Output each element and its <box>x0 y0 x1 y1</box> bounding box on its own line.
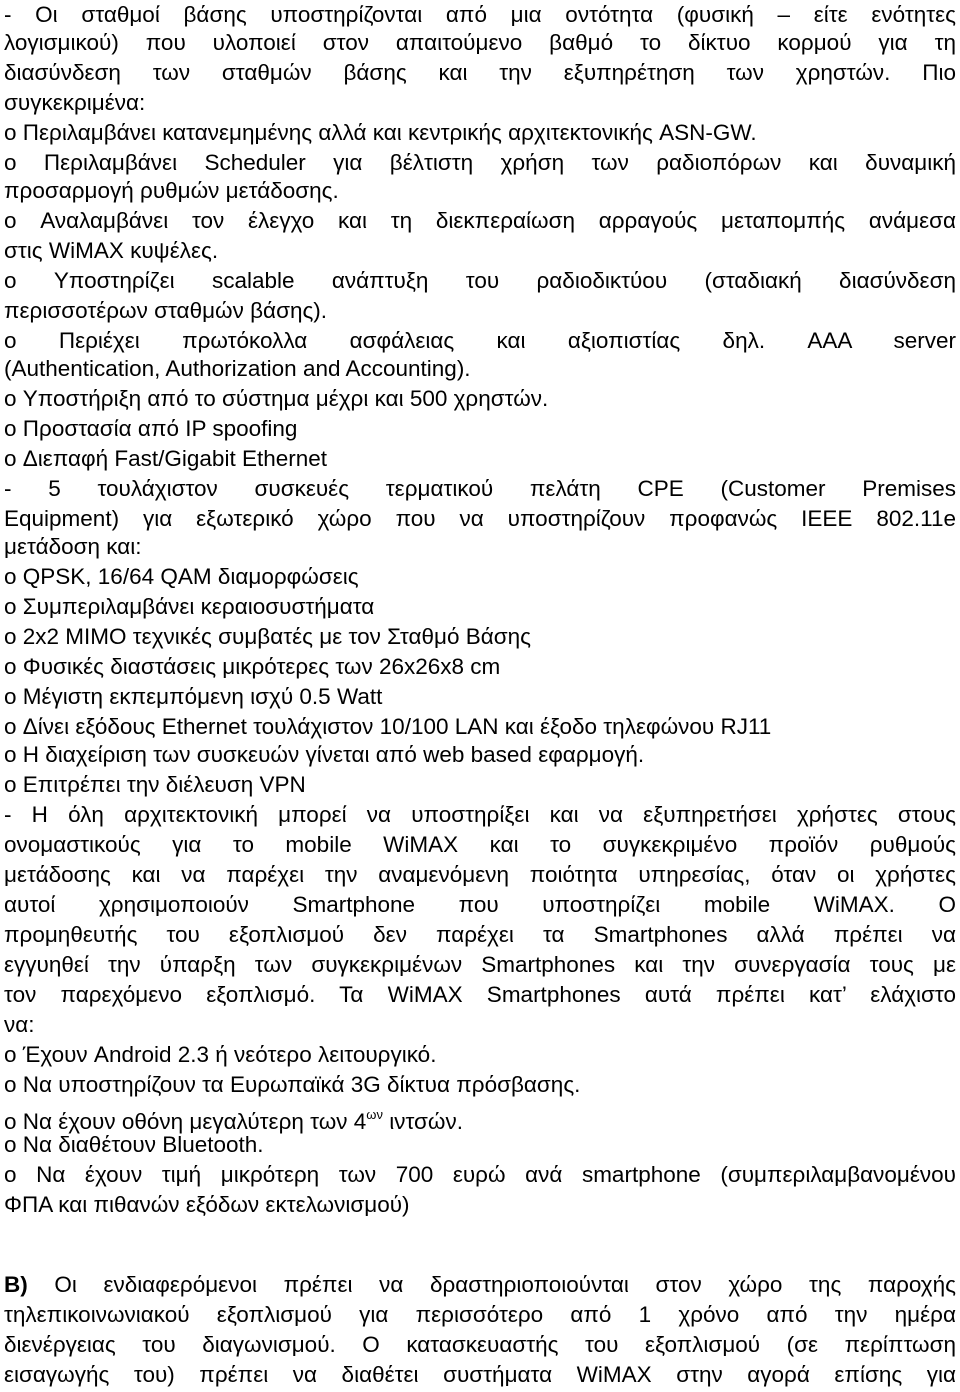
list-item: o Να έχουν τιμή μικρότερη των 700 ευρώ ανά smartphone (συμπεριλαμβανομένου <box>4 1162 956 1187</box>
text-line: να: <box>4 1012 35 1037</box>
text-line: εγγυηθεί την ύπαρξη των συγκεκριμένων Smartphones και την συνεργασία τους με <box>4 952 956 977</box>
list-item-text-end: ιντσών. <box>382 1109 463 1134</box>
text-line: εισαγωγής του) πρέπει να διαθέτει συστήματα WiMAX στην αγορά επίσης για <box>4 1362 956 1387</box>
list-item: o Αναλαμβάνει τον έλεγχο και τη διεκπεραίωση αρραγούς μεταπομπής ανάμεσα <box>4 208 956 233</box>
list-item: o Περιέχει πρωτόκολλα ασφάλειας και αξιοπιστίας δηλ. AAA server <box>4 328 956 353</box>
text-line: - 5 τουλάχιστον συσκευές τερματικού πελάτη CPE (Customer Premises <box>4 476 956 501</box>
section-b-label: B) <box>4 1272 28 1297</box>
list-item: o Προστασία από IP spoofing <box>4 416 298 441</box>
list-item-continuation: προσαρμογή ρυθμών μετάδοσης. <box>4 178 339 203</box>
list-item <box>4 1100 956 1134</box>
list-item: o Έχουν Android 2.3 ή νεότερο λειτουργικό. <box>4 1042 437 1067</box>
list-item-continuation: ΦΠΑ και πιθανών εξόδων εκτελωνισμού) <box>4 1192 410 1217</box>
text-line: προμηθευτής του εξοπλισμού δεν παρέχει τα Smartphones αλλά πρέπει να <box>4 922 956 947</box>
text-line: ονομαστικούς για το mobile WiMAX και το συγκεκριμένο προϊόν ρυθμούς <box>4 832 956 857</box>
list-item-continuation: στις WiMAX κυψέλες. <box>4 238 219 263</box>
superscript-ordinal: ων <box>366 1107 383 1122</box>
text-line: Equipment) για εξωτερικό χώρο που να υποστηρίζουν προφανώς IEEE 802.11e <box>4 506 956 531</box>
text-line: λογισμικού) που υλοποιεί στον απαιτούμενο βαθμό το δίκτυο κορμού για τη <box>4 30 956 55</box>
list-item: o Υποστήριξη από το σύστημα μέχρι και 500 χρηστών. <box>4 386 549 411</box>
list-item: o Συμπεριλαμβάνει κεραιοσυστήματα <box>4 594 375 619</box>
text-line: διενέργειας του διαγωνισμού. Ο κατασκευαστής του εξοπλισμού (σε περίπτωση <box>4 1332 956 1357</box>
list-item: o Υποστηρίζει scalable ανάπτυξη του ραδιοδικτύου (σταδιακή διασύνδεση <box>4 268 956 293</box>
text-line: - Η όλη αρχιτεκτονική μπορεί να υποστηρίξει και να εξυπηρετήσει χρήστες στους <box>4 802 956 827</box>
list-item: o Επιτρέπει την διέλευση VPN <box>4 772 306 797</box>
text-line: μετάδοση και: <box>4 534 142 559</box>
list-item: o Φυσικές διαστάσεις μικρότερες των 26x26x8 cm <box>4 654 501 679</box>
text-line: αυτοί χρησιμοποιούν Smartphone που υποστηρίζει mobile WiMAX. Ο <box>4 892 956 917</box>
text-line: μετάδοσης και να παρέχει την αναμενόμενη ποιότητα υπηρεσίας, όταν οι χρήστες <box>4 862 956 887</box>
list-item: o Περιλαμβάνει Scheduler για βέλτιστη χρήση των ραδιοπόρων και δυναμική <box>4 150 956 175</box>
list-item: o Η διαχείριση των συσκευών γίνεται από web based εφαρμογή. <box>4 742 645 767</box>
list-item: o Διεπαφή Fast/Gigabit Ethernet <box>4 446 327 471</box>
list-item-continuation: (Authentication, Authorization and Accounting). <box>4 356 471 381</box>
list-item-text: o Να έχουν οθόνη μεγαλύτερη των 4 <box>4 1109 367 1134</box>
text-line: διασύνδεση των σταθμών βάσης και την εξυπηρέτηση των χρηστών. Πιο <box>4 60 956 85</box>
list-item: o Μέγιστη εκπεμπόμενη ισχύ 0.5 Watt <box>4 684 383 709</box>
text-line: τηλεπικοινωνιακού εξοπλισμού για περισσότερο από 1 χρόνο από την ημέρα <box>4 1302 956 1327</box>
list-item: o Να διαθέτουν Bluetooth. <box>4 1132 264 1157</box>
list-item: o Δίνει εξόδους Ethernet τουλάχιστον 10/100 LAN και έξοδο τηλεφώνου RJ11 <box>4 714 772 739</box>
text-line: συγκεκριμένα: <box>4 90 146 115</box>
text-line: τον παρεχόμενο εξοπλισμό. Τα WiMAX Smartphones αυτά πρέπει κατ’ ελάχιστο <box>4 982 956 1007</box>
list-item-continuation: περισσοτέρων σταθμών βάσης). <box>4 298 328 323</box>
list-item: o 2x2 MIMO τεχνικές συμβατές με τον Σταθμό Βάσης <box>4 624 531 649</box>
section-b-text: Οι ενδιαφερόμενοι πρέπει να δραστηριοποιούνται στον χώρο της παροχής <box>54 1272 956 1297</box>
list-item: o QPSK, 16/64 QAM διαμορφώσεις <box>4 564 359 589</box>
section-b-paragraph <box>4 1270 956 1300</box>
text-line: - Οι σταθμοί βάσης υποστηρίζονται από μια οντότητα (φυσική – είτε ενότητες <box>4 2 956 27</box>
list-item: o Περιλαμβάνει κατανεμημένης αλλά και κεντρικής αρχιτεκτονικής ASN-GW. <box>4 120 757 145</box>
list-item: o Να υποστηρίζουν τα Ευρωπαϊκά 3G δίκτυα πρόσβασης. <box>4 1072 581 1097</box>
